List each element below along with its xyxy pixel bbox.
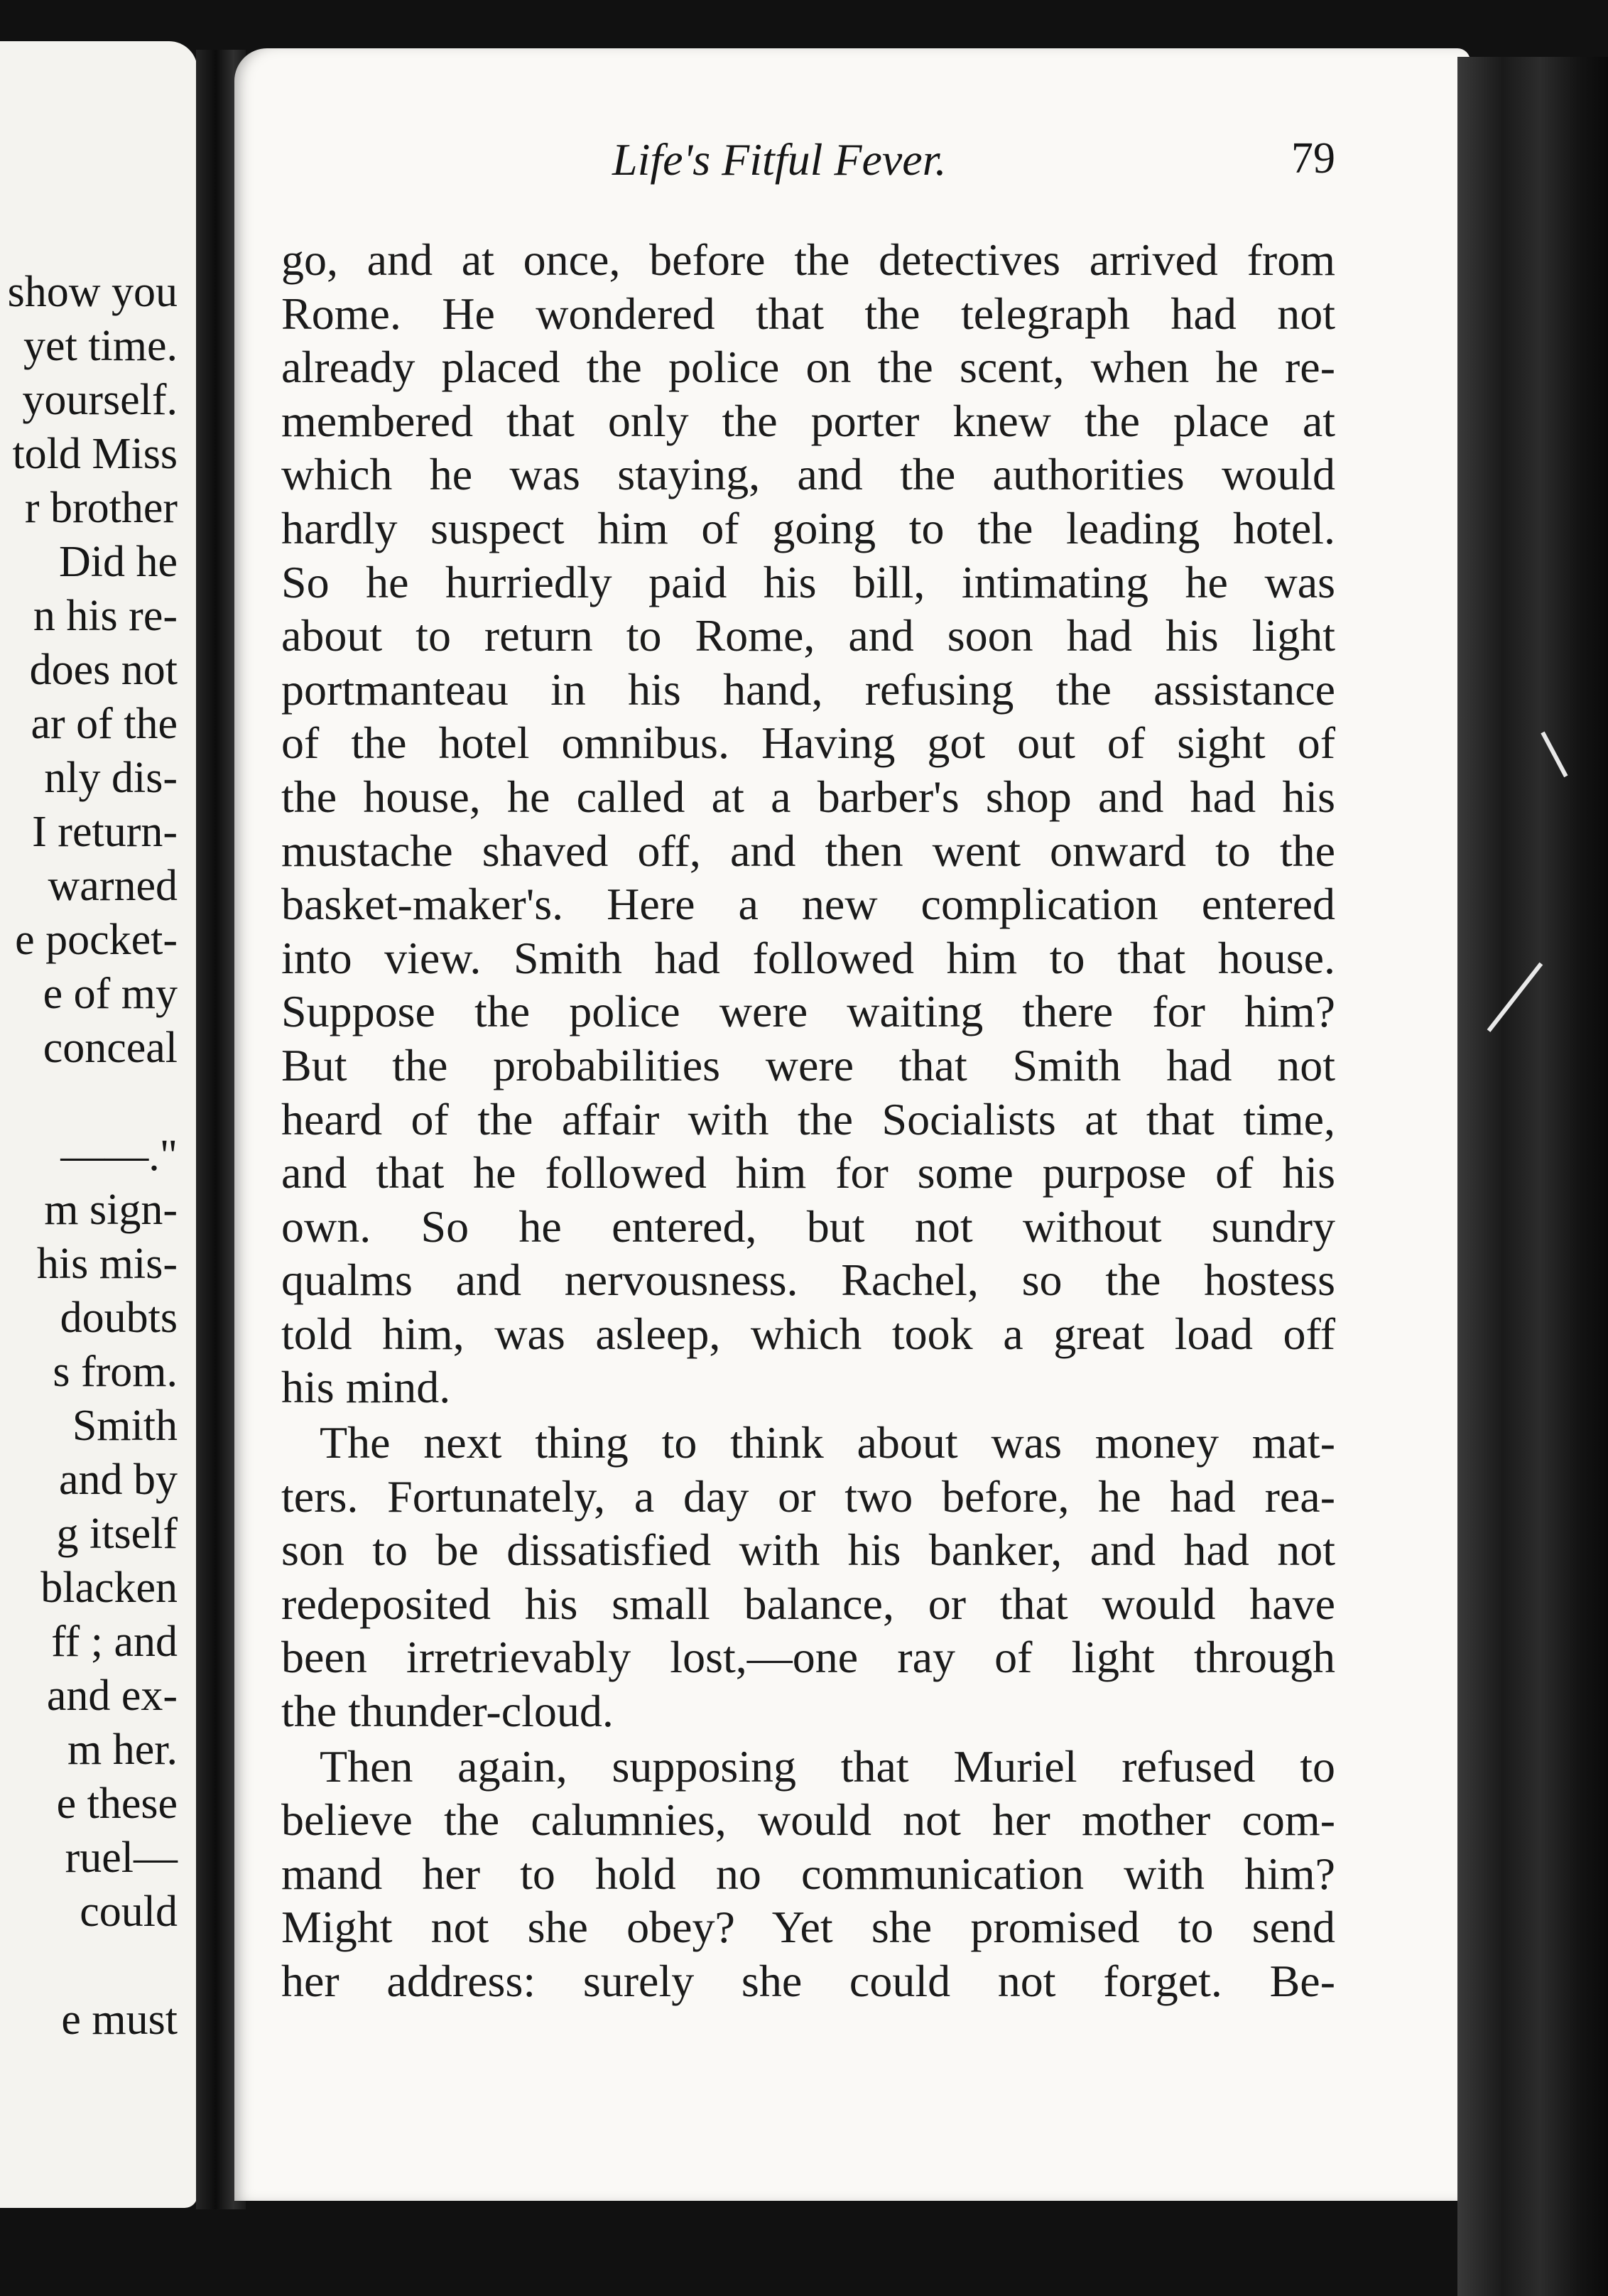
left-page-line: e pocket- bbox=[15, 916, 178, 964]
text-line: But the probabilities were that Smith had not bbox=[281, 1039, 1335, 1090]
text-line: mustache shaved off, and then went onward to the bbox=[281, 825, 1335, 876]
previous-page-fragment bbox=[0, 41, 197, 2208]
left-page-line: and ex- bbox=[46, 1672, 178, 1720]
text-line: son to be dissatisfied with his banker, and had not bbox=[281, 1525, 1335, 1576]
left-page-line: and by bbox=[58, 1456, 178, 1504]
text-line: redeposited his small balance, or that would have bbox=[281, 1578, 1335, 1629]
text-line: portmanteau in his hand, refusing the assistance bbox=[281, 664, 1335, 715]
left-page-line: blacken bbox=[40, 1564, 178, 1612]
left-page-line: Smith bbox=[72, 1402, 178, 1450]
left-page-line: e must bbox=[61, 1996, 178, 2044]
left-page-line: yourself. bbox=[22, 376, 178, 424]
left-page-line: Did he bbox=[58, 538, 178, 586]
text-line: already placed the police on the scent, when he re- bbox=[281, 342, 1335, 393]
left-page-line: ruel— bbox=[65, 1834, 178, 1882]
text-line: heard of the affair with the Socialists at that time, bbox=[281, 1093, 1335, 1144]
left-page-line: ar of the bbox=[31, 700, 178, 748]
left-page-line: e of my bbox=[43, 970, 178, 1018]
text-line: of the hotel omnibus. Having got out of sight of bbox=[281, 718, 1335, 769]
left-page-line: could bbox=[80, 1888, 178, 1936]
left-page-line: ——." bbox=[60, 1132, 178, 1180]
text-line: her address: surely she could not forget. Be- bbox=[281, 1956, 1335, 2006]
text-line: his mind. bbox=[281, 1362, 451, 1413]
text-line: believe the calumnies, would not her mother com- bbox=[281, 1794, 1335, 1846]
text-line: told him, was asleep, which took a great load off bbox=[281, 1308, 1335, 1359]
left-page-line: his mis- bbox=[36, 1240, 178, 1288]
left-page-line: ff ; and bbox=[51, 1618, 178, 1666]
text-line: Might not she obey? Yet she promised to send bbox=[281, 1902, 1335, 1953]
left-page-line: yet time. bbox=[23, 322, 178, 370]
left-page-line: told Miss bbox=[12, 430, 178, 478]
text-line: Suppose the police were waiting there for him? bbox=[281, 986, 1335, 1037]
left-page-line: warned bbox=[48, 862, 178, 910]
body-text bbox=[281, 233, 1335, 2008]
left-page-line: e these bbox=[56, 1780, 178, 1828]
text-line: about to return to Rome, and soon had his light bbox=[281, 610, 1335, 661]
left-page-line: n his re- bbox=[33, 592, 178, 640]
running-header bbox=[281, 134, 1335, 190]
page-number: 79 bbox=[1291, 134, 1335, 183]
scan-artifact-mark bbox=[1487, 963, 1543, 1032]
left-page-line: nly dis- bbox=[44, 754, 178, 802]
running-title: Life's Fitful Fever. bbox=[612, 134, 947, 185]
left-page-line: show you bbox=[7, 268, 178, 316]
text-line: basket-maker's. Here a new complication entered bbox=[281, 879, 1335, 930]
left-page-line: g itself bbox=[56, 1510, 178, 1558]
left-page-line: r brother bbox=[24, 484, 178, 532]
text-line: which he was staying, and the authorities would bbox=[281, 449, 1335, 500]
text-line: Then again, supposing that Muriel refused to bbox=[320, 1740, 1335, 1792]
left-page-line: doubts bbox=[60, 1294, 178, 1342]
text-line: the thunder-cloud. bbox=[281, 1686, 614, 1737]
text-line: the house, he called at a barber's shop and had his bbox=[281, 771, 1335, 822]
text-line: ters. Fortunately, a day or two before, he had rea- bbox=[281, 1471, 1335, 1522]
text-line: So he hurriedly paid his bill, intimating he was bbox=[281, 556, 1335, 607]
text-line: go, and at once, before the detectives arrived from bbox=[281, 234, 1335, 285]
left-page-line: I return- bbox=[32, 808, 178, 856]
page-edge-shadow bbox=[1457, 57, 1608, 2296]
text-line: The next thing to think about was money mat- bbox=[320, 1417, 1335, 1468]
text-line: and that he followed him for some purpose of his bbox=[281, 1147, 1335, 1198]
text-line: into view. Smith had followed him to that house. bbox=[281, 932, 1335, 983]
text-line: membered that only the porter knew the place at bbox=[281, 395, 1335, 446]
left-page-line: m sign- bbox=[44, 1186, 178, 1234]
left-page-line: m her. bbox=[67, 1726, 178, 1774]
text-line: Rome. He wondered that the telegraph had not bbox=[281, 288, 1335, 339]
left-page-line: does not bbox=[29, 646, 178, 694]
text-line: qualms and nervousness. Rachel, so the hostess bbox=[281, 1255, 1335, 1306]
left-page-line: s from. bbox=[53, 1348, 178, 1396]
text-line: mand her to hold no communication with him? bbox=[281, 1848, 1335, 1899]
text-line: hardly suspect him of going to the leading hotel. bbox=[281, 502, 1335, 553]
scan-artifact-mark bbox=[1541, 732, 1568, 778]
text-line: own. So he entered, but not without sundry bbox=[281, 1201, 1335, 1252]
text-line: been irretrievably lost,—one ray of light through bbox=[281, 1632, 1335, 1683]
left-page-line: conceal bbox=[43, 1024, 178, 1072]
